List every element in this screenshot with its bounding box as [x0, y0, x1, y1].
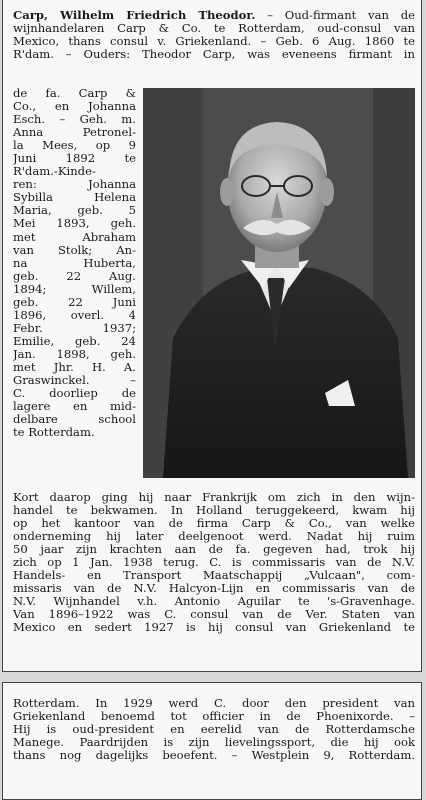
text-line: van Stolk; An- [13, 243, 136, 257]
text-line: Mei 1893, geh. [13, 217, 136, 231]
text-line: Van 1896–1922 was C. consul van de Ver. Staten van [13, 608, 415, 622]
top-line: – Oud-firmant van de [255, 9, 415, 22]
text-line: lagere en mid- [13, 400, 136, 414]
text-line: Manege. Paardrijden is zijn lievelingssport, die hij ook [13, 736, 415, 750]
text-line: Maria, geb. 5 [13, 204, 136, 218]
left-column-text [13, 87, 136, 439]
top-line: R'dam. – Ouders: Theodor Carp, was eveneens firmant in [13, 48, 415, 62]
text-line: na Huberta, [13, 256, 136, 270]
text-line: geb. 22 Juni [13, 295, 136, 309]
text-line: Handels- en Transport Maatschappij „Vulcaan", com- [13, 569, 415, 583]
text-line: te Rotterdam. [13, 426, 95, 440]
text-line: op het kantoor van de firma Carp & Co., van welke [13, 517, 415, 531]
text-line: C. doorliep de [13, 387, 136, 401]
text-line: ren: Johanna [13, 178, 136, 192]
page-upper [2, 0, 422, 672]
text-line: Hij is oud-president en eerelid van de Rotterdamsche [13, 723, 415, 737]
text-line: Febr. 1937; [13, 321, 136, 335]
page-lower [2, 682, 422, 800]
portrait-illustration [143, 88, 415, 478]
text-line: Sybilla Helena [13, 191, 136, 205]
entry-heading: Carp, Wilhelm Friedrich Theodor. [13, 9, 256, 22]
text-line: delbare school [13, 413, 136, 427]
text-line: geb. 22 Aug. [13, 269, 136, 283]
text-line: Juni 1892 te [13, 152, 136, 166]
text-line: Esch. – Geh. m. [13, 113, 136, 127]
text-line: Jan. 1898, geh. [13, 347, 136, 361]
text-line: de fa. Carp & [13, 87, 136, 100]
text-line: R'dam.-Kinde- [13, 165, 96, 179]
text-line: Anna Petronel- [13, 126, 136, 140]
continuation-paragraph [13, 697, 415, 762]
text-line: Griekenland benoemd tot officier in de Phoenixorde. – [13, 710, 415, 724]
text-line: 1896, overl. 4 [13, 308, 136, 322]
text-line: 50 jaar zijn krachten aan de fa. gegeven had, trok hij [13, 543, 415, 557]
top-line: Mexico, thans consul v. Griekenland. – Geb. 6 Aug. 1860 te [13, 35, 415, 49]
text-line: Graswinckel. – [13, 374, 136, 388]
portrait-photo [143, 88, 415, 478]
text-line: la Mees, op 9 [13, 139, 136, 153]
text-line: zich op 1 Jan. 1938 terug. C. is commissaris van de N.V. [13, 556, 415, 570]
text-line: N.V. Wijnhandel v.h. Antonio Aguilar te 's-Gravenhage. [13, 595, 415, 609]
text-line: 1894; Willem, [13, 282, 136, 296]
text-line: onderneming hij later deelgenoot werd. Nadat hij ruim [13, 530, 415, 544]
text-line: handel te bekwamen. In Holland teruggekeerd, kwam hij [13, 504, 415, 518]
text-line: Kort daarop ging hij naar Frankrijk om zich in den wijn- [13, 491, 415, 504]
top-line: wijnhandelaren Carp & Co. te Rotterdam, oud-consul van [13, 22, 415, 36]
top-paragraph [13, 9, 415, 61]
text-line: thans nog dagelijks beoefent. – Westplein 9, Rotterdam. [13, 749, 415, 763]
text-line: met Abraham [13, 230, 136, 244]
text-line: Co., en Johanna [13, 100, 136, 114]
text-line: missaris van de N.V. Halcyon-Lijn en commissaris van de [13, 582, 415, 596]
bottom-paragraph [13, 491, 415, 635]
text-line: Rotterdam. In 1929 werd C. door den president van [13, 697, 415, 710]
text-line: Mexico en sedert 1927 is hij consul van Griekenland te [13, 621, 415, 635]
text-line: Emilie, geb. 24 [13, 334, 136, 348]
text-line: met Jhr. H. A. [13, 360, 136, 374]
